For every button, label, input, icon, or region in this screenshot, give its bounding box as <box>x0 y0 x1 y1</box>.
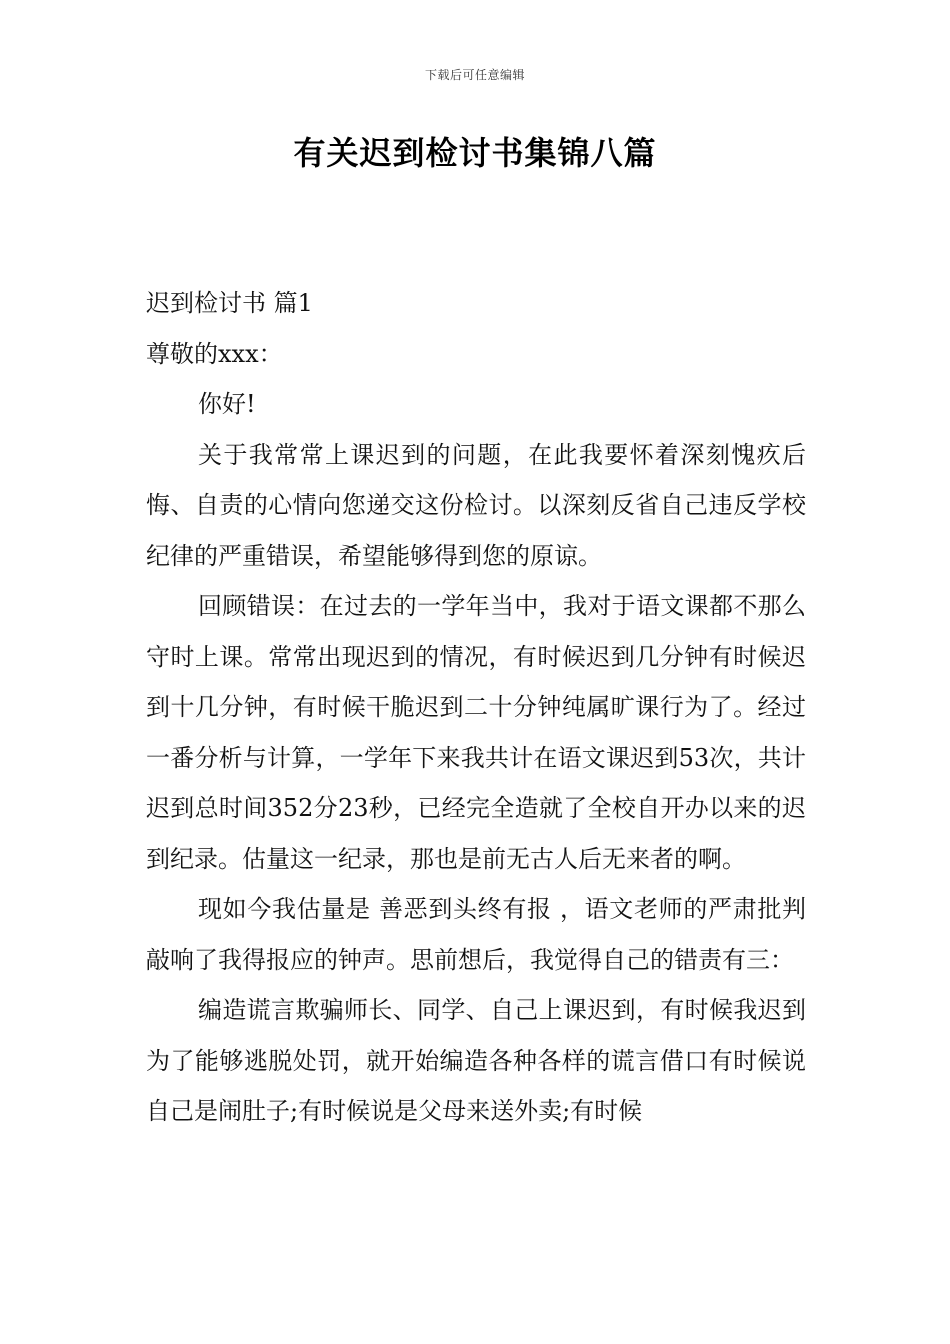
paragraph-intro: 关于我常常上课迟到的问题，在此我要怀着深刻愧疚后悔、自责的心情向您递交这份检讨。以深刻反省自己违反学校纪律的严重错误，希望能够得到您的原谅。 <box>146 440 806 570</box>
salutation: 尊敬的xxx： <box>146 339 283 368</box>
paragraph-greeting: 你好! <box>198 390 256 418</box>
document-title: 有关迟到检讨书集锦八篇 <box>293 134 657 172</box>
section-heading: 迟到检讨书 篇1 <box>146 289 313 317</box>
header-note: 下载后可任意编辑 <box>424 68 525 82</box>
document-body <box>146 278 806 1137</box>
paragraph-review: 回顾错误：在过去的一学年当中，我对于语文课都不那么守时上课。常常出现迟到的情况，有时候迟到几分钟有时候迟到十几分钟，有时候干脆迟到二十分钟纯属旷课行为了。经过一番分析与计算，一学年下来我共计在语文课迟到53次，共计迟到总时间352分23秒，已经完全造就了全校自开办以来的迟到纪录。估量这一纪录，那也是前无古人后无来者的啊。 <box>146 592 806 873</box>
paragraph-reflection: 现如今我估量是 善恶到头终有报 ，语文老师的严肃批判敲响了我得报应的钟声。思前想后，我觉得自己的错责有三： <box>146 895 806 974</box>
paragraph-error-one: 编造谎言欺骗师长、同学、自己上课迟到，有时候我迟到为了能够逃脱处罚，就开始编造各种各样的谎言借口有时候说自己是闹肚子;有时候说是父母来送外卖;有时候 <box>146 996 806 1125</box>
